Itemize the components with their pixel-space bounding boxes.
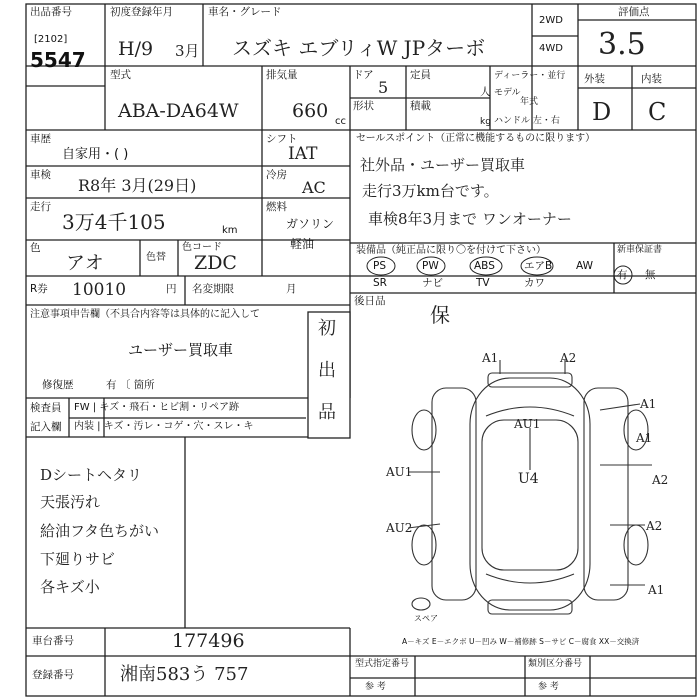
fuel-gasoline: ガソリン <box>286 217 335 231</box>
damage-mark: A1 <box>636 431 653 445</box>
selling-points-label: セールスポイント（正常に機能するものに限ります） <box>356 133 596 144</box>
mileage-label: 走行 <box>30 201 51 213</box>
chassis-label: 車台番号 <box>32 635 74 647</box>
warranty-no: 無 <box>645 269 656 281</box>
inspector-row-1: FW | キズ・飛石・ヒビ割・リペア跡 <box>74 402 239 413</box>
lot-number-label: 出品番号 <box>30 6 72 18</box>
lot-number: 5547 <box>30 48 86 72</box>
car-name-value: スズキ エブリィW JPターボ <box>232 36 486 60</box>
damage-mark: A1 <box>640 397 657 411</box>
first-reg-year: H/9 <box>118 38 154 60</box>
displacement-label: 排気量 <box>266 69 298 81</box>
selling-point-2: 走行3万km台です。 <box>362 182 499 200</box>
first-listing-2: 出 <box>318 360 336 381</box>
doors-value: 5 <box>378 78 389 97</box>
score-label: 評価点 <box>618 6 650 18</box>
equip-tv: TV <box>476 277 490 289</box>
dealer-label: ディーラー・並行 <box>494 71 566 81</box>
color-value: アオ <box>66 252 104 274</box>
exterior-label: 外装 <box>584 73 605 85</box>
damage-mark: A2 <box>560 351 577 365</box>
name-change-label: 名変期限 <box>192 283 234 295</box>
inspector-note-4: 下廻りサビ <box>40 550 116 568</box>
load-unit: kg <box>480 117 491 127</box>
inspection-value: R8年 3月(29日) <box>78 176 197 195</box>
new-car-warranty-label: 新車保証書 <box>617 245 663 255</box>
inspector-note-1: Dシートヘタリ <box>40 466 143 484</box>
damage-mark: A1 <box>648 583 665 597</box>
equip-aw: AW <box>576 260 593 272</box>
chassis-value: 177496 <box>172 630 245 652</box>
inspector-row-2: 内装 | キズ・汚レ・コゲ・穴・スレ・キ <box>74 421 254 432</box>
mileage-value: 3万4千105 <box>62 210 166 234</box>
notes-label: 注意事項申告欄（不具合内容等は具体的に記入して <box>30 309 260 320</box>
first-reg-month: 3月 <box>175 42 200 60</box>
displacement-value: 660 <box>292 100 329 122</box>
equip-ps: PS <box>373 260 386 272</box>
equip-navi: ナビ <box>422 277 443 289</box>
plate-value: 湘南583う 757 <box>120 664 249 685</box>
color-swap-label: 色替 <box>146 252 166 263</box>
recycle-unit: 円 <box>166 283 177 295</box>
score-value: 3.5 <box>598 27 646 62</box>
recycle-label: R券 <box>30 283 48 295</box>
shift-label: シフト <box>266 133 298 145</box>
damage-mark: AU1 <box>514 417 541 431</box>
first-listing-3: 品 <box>318 402 336 423</box>
aircon-label: 冷房 <box>266 169 287 181</box>
after-parts-label: 後日品 <box>354 295 386 307</box>
equip-abs: ABS <box>474 260 495 272</box>
inspector-label-1: 検査員 <box>30 402 62 414</box>
selling-point-1: 社外品・ユーザー買取車 <box>360 156 526 174</box>
damage-mark: AU2 <box>386 521 413 535</box>
interior-label: 内装 <box>641 73 662 85</box>
capacity-unit: 人 <box>480 86 491 98</box>
first-reg-label: 初度登録年月 <box>110 6 173 18</box>
class-ref: 参 考 <box>538 682 559 692</box>
interior-grade: C <box>648 98 667 126</box>
damage-mark: A2 <box>652 473 669 487</box>
damage-mark: AU1 <box>386 465 413 479</box>
color-code-label: 色コード <box>182 242 222 253</box>
damage-mark: U4 <box>518 471 539 487</box>
model-value: ABA-DA64W <box>118 100 239 122</box>
model-label-2: モデル <box>494 88 521 98</box>
load-label: 積載 <box>410 100 431 112</box>
type-cert-ref: 参 考 <box>365 682 386 692</box>
inspector-note-2: 天張汚れ <box>40 493 101 511</box>
equipment-label: 装備品（純正品に限り〇を付けて下さい） <box>356 245 546 256</box>
selling-point-3: 車検8年3月まで ワンオーナー <box>368 210 572 228</box>
exterior-grade: D <box>592 98 612 126</box>
equip-pw: PW <box>422 260 439 272</box>
damage-legend: A－キズ E－エクボ U－凹み W－補修跡 S－サビ C－腐食 XX－交換済 <box>402 637 640 646</box>
equip-airbag: エアB <box>524 260 553 272</box>
plate-label: 登録番号 <box>32 669 74 681</box>
class-label: 類別区分番号 <box>528 659 583 669</box>
handle-label: ハンドル 左・右 <box>494 116 560 126</box>
inspector-note-5: 各キズ小 <box>40 578 100 596</box>
model-label: 型式 <box>110 69 131 81</box>
doors-label: ドア <box>353 69 374 81</box>
fuel-diesel: 軽油 <box>290 237 315 251</box>
mileage-unit: km <box>222 225 238 236</box>
aircon-value: AC <box>302 178 326 197</box>
inspection-label: 車検 <box>30 169 51 181</box>
shift-value: IAT <box>288 144 318 164</box>
repair-value: 有 〔 箇所 <box>106 379 155 391</box>
drive-4wd: 4WD <box>539 43 563 54</box>
after-parts-value: 保 <box>430 303 450 327</box>
car-name-label: 車名・グレード <box>208 6 282 18</box>
lot-prefix: [2102] <box>34 34 68 45</box>
warranty-yes: 有 <box>617 269 628 281</box>
model-year-label: 年式 <box>520 97 539 107</box>
drive-2wd: 2WD <box>539 15 563 26</box>
damage-mark: A2 <box>646 519 663 533</box>
type-cert-label: 型式指定番号 <box>355 659 410 669</box>
spare-label: スペア <box>414 614 438 623</box>
name-change-unit: 月 <box>286 283 297 295</box>
notes-value: ユーザー買取車 <box>128 341 234 359</box>
inspector-note-3: 給油フタ色ちがい <box>40 522 159 540</box>
history-label: 車歴 <box>30 133 51 145</box>
history-value: 自家用・( ) <box>62 147 129 162</box>
fuel-label: 燃料 <box>266 201 287 213</box>
car-body-diagram <box>408 360 652 614</box>
repair-label: 修復歴 <box>42 379 74 391</box>
shape-label: 形状 <box>353 100 374 112</box>
color-label: 色 <box>30 242 41 254</box>
displacement-unit: cc <box>335 116 346 127</box>
capacity-label: 定員 <box>410 69 431 81</box>
recycle-value: 10010 <box>72 280 127 300</box>
inspector-label-2: 記入欄 <box>30 421 62 433</box>
color-code-value: ZDC <box>194 252 237 274</box>
equip-sr: SR <box>373 277 387 289</box>
equip-leather: カワ <box>524 277 545 289</box>
first-listing-1: 初 <box>318 318 336 339</box>
damage-mark: A1 <box>482 351 499 365</box>
